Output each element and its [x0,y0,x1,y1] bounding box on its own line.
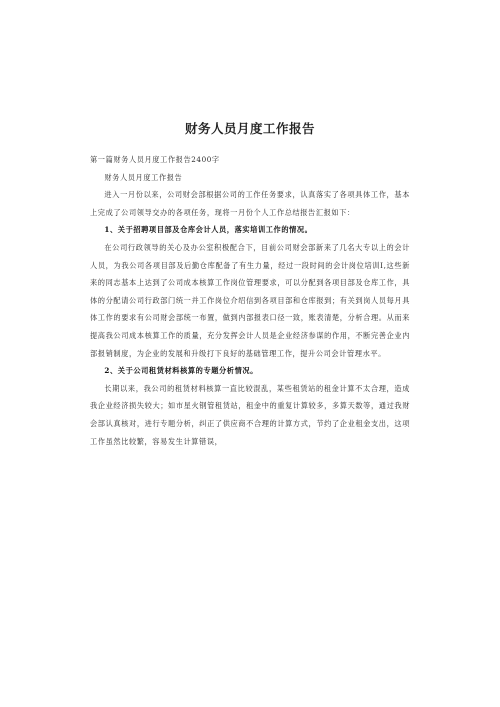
section-heading: 第一篇财务人员月度工作报告2400字 [90,155,220,164]
document-title: 财务人员月度工作报告 [184,121,315,136]
item-2-heading: 2、关于公司租赁材料核算的专题分析情况。 [104,366,258,376]
item-2-paragraph: 长期以来，我公司的租赁材料核算一直比较混乱，某些租赁站的租金计算不太合理，造成我企业经济损失较大；如市星火钢管租赁站，租金中的重复计算较多，多算天数等，通过我财会部认真核对，进行专题分析，纠正了供应商不合理的计算方式，节约了企业租金支出，这项工作虽然比较繁，容易发生计算错误， [90,383,410,446]
item-1-heading: 1、关于招聘项目部及仓库会计人员，落实培训工作的情况。 [104,225,313,235]
item-1-paragraph: 在公司行政领导的关心及办公室积极配合下，目前公司财会部新来了几名大专以上的会计人员，为我公司各项目部及后勤仓库配备了有生力量，经过一段时间的会计岗位培训I,这些新来的同志基本上达到了公司成本核算工作岗位管理要求，可以分配到各项目部及仓库工作，具体的分配请公司行政部门统一并工作岗位介绍信到各项目部和仓库报到；有关到岗人员每月具体工作的要求有公司财会部统一布置，做到内部报表口径一致，账表清楚，分析合理。从而来提高我公司成本核算工作的质量，充分发挥会计人员是企业经济参谋的作用，不断完善企业内部报销制度，为企业的发展和升级打下良好的基础管理工作，提升公司会计管理水平。 [90,242,410,358]
document-body [90,151,410,450]
subtitle-paragraph: 财务人员月度工作报告 [104,172,183,182]
intro-paragraph: 进入一月份以来，公司财会部根据公司的工作任务要求，认真落实了各项具体工作，基本上完成了公司领导交办的各项任务，现将一月份个人工作总结报告汇报如下： [90,190,410,217]
